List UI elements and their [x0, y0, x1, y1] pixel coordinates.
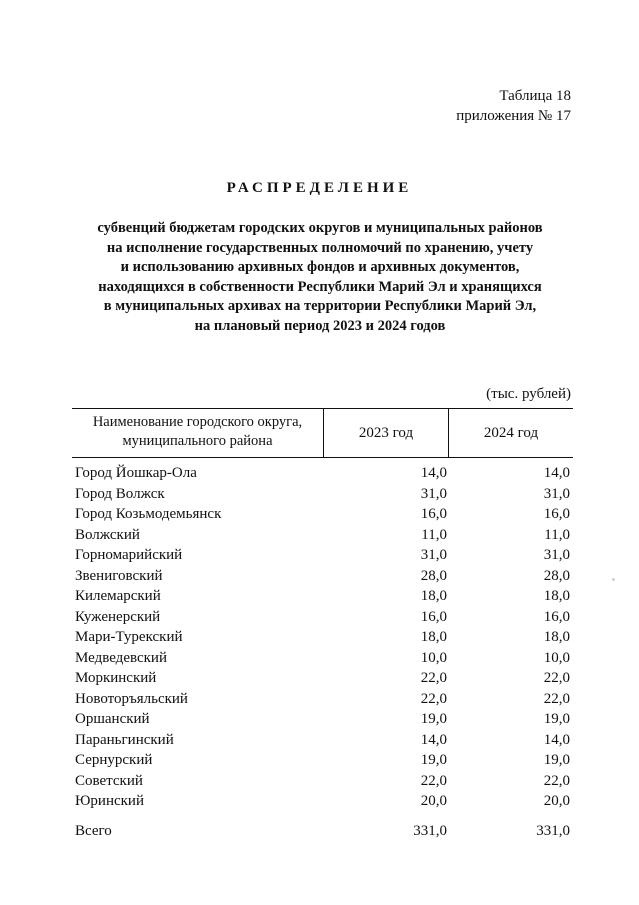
table-row — [72, 689, 573, 710]
table-number: Таблица 18 — [499, 88, 571, 104]
subtitle-line: на плановый период 2023 и 2024 годов — [194, 317, 446, 334]
row-name: Оршанский — [75, 711, 150, 727]
table-row — [72, 566, 573, 587]
header-name-line1: Наименование городского округа, — [92, 414, 303, 430]
row-value-2024: 16,0 — [543, 608, 570, 625]
header-name-column — [72, 409, 323, 457]
row-value-2024: 22,0 — [543, 690, 570, 707]
header-year-2023: 2023 год — [358, 425, 414, 441]
row-value-2024: 10,0 — [543, 649, 570, 666]
row-value-2023: 16,0 — [420, 608, 447, 625]
table-row — [72, 627, 573, 648]
row-value-2024: 20,0 — [543, 793, 570, 809]
subtitle-line: находящихся в собственности Республики Марий Эл и хранящихся — [98, 278, 542, 295]
row-value-2024: 28,0 — [543, 567, 570, 584]
appendix-number: приложения № 17 — [456, 108, 571, 124]
units-label: (тыс. рублей) — [486, 386, 571, 402]
row-value-2023: 10,0 — [420, 649, 447, 666]
row-value-2024: 14,0 — [543, 731, 570, 748]
table-row — [72, 607, 573, 628]
table-row — [72, 648, 573, 669]
row-name: Звениговский — [75, 567, 163, 584]
table-row — [72, 586, 573, 607]
row-name: Килемарский — [75, 588, 161, 604]
row-value-2024: 22,0 — [543, 772, 570, 789]
table-row — [72, 791, 573, 812]
row-name: Мари-Турекский — [75, 629, 183, 645]
row-value-2024: 16,0 — [543, 506, 570, 522]
row-name: Юринский — [75, 793, 144, 809]
row-value-2024: 31,0 — [543, 485, 570, 502]
document-heading: РАСПРЕДЕЛЕНИЕ — [226, 180, 413, 196]
row-value-2023: 22,0 — [420, 772, 447, 789]
row-name: Параньгинский — [75, 731, 174, 748]
row-value-2023: 16,0 — [420, 506, 447, 522]
row-value-2023: 20,0 — [420, 793, 447, 809]
row-value-2024: 19,0 — [543, 752, 570, 768]
row-value-2023: 19,0 — [420, 752, 447, 768]
row-value-2023: 28,0 — [420, 567, 447, 584]
row-value-2023: 22,0 — [420, 690, 447, 707]
header-year-2024: 2024 год — [483, 425, 539, 441]
row-value-2024: 18,0 — [543, 629, 570, 645]
table-row — [72, 709, 573, 730]
row-value-2023: 18,0 — [420, 588, 447, 604]
total-2023: 331,0 — [413, 823, 447, 839]
row-name: Город Волжск — [75, 485, 165, 502]
total-label: Всего — [75, 823, 112, 839]
row-name: Волжский — [75, 526, 140, 543]
row-name: Новоторъяльский — [75, 690, 188, 707]
table-row — [72, 484, 573, 505]
row-name: Куженерский — [75, 608, 161, 625]
table-row — [72, 545, 573, 566]
row-value-2023: 14,0 — [420, 465, 447, 481]
table-row — [72, 525, 573, 546]
scan-speck — [612, 578, 615, 581]
row-value-2024: 19,0 — [543, 711, 570, 727]
row-value-2024: 18,0 — [543, 588, 570, 604]
row-value-2023: 14,0 — [420, 731, 447, 748]
row-value-2023: 31,0 — [420, 485, 447, 502]
row-name: Горномарийский — [75, 547, 183, 563]
subtitle-line: и использованию архивных фондов и архивных документов, — [120, 259, 520, 276]
row-name: Медведевский — [75, 649, 167, 666]
row-value-2023: 31,0 — [420, 547, 447, 563]
row-value-2024: 31,0 — [543, 547, 570, 563]
table-body — [72, 463, 573, 812]
table-row — [72, 730, 573, 751]
row-value-2024: 14,0 — [543, 465, 570, 481]
table-row — [72, 750, 573, 771]
row-value-2023: 18,0 — [420, 629, 447, 645]
row-value-2023: 22,0 — [420, 670, 447, 686]
row-name: Моркинский — [75, 670, 157, 686]
total-2024: 331,0 — [536, 823, 570, 839]
row-name: Сернурский — [75, 752, 153, 768]
table-row — [72, 504, 573, 525]
subtitle-line: субвенций бюджетам городских округов и муниципальных районов — [97, 220, 543, 236]
row-value-2024: 11,0 — [544, 526, 570, 543]
table-row — [72, 463, 573, 484]
table-reference — [456, 86, 571, 126]
subtitle-line: на исполнение государственных полномочий по хранению, учету — [106, 239, 534, 256]
row-value-2023: 11,0 — [421, 526, 447, 543]
table-row — [72, 668, 573, 689]
table-header — [72, 408, 573, 458]
row-value-2024: 22,0 — [543, 670, 570, 686]
header-name-line2: муниципального района — [122, 433, 273, 449]
table-total-row — [72, 820, 573, 842]
subtitle-line: в муниципальных архивах на территории Республики Марий Эл, — [103, 298, 537, 315]
row-name: Город Козьмодемьянск — [75, 506, 222, 522]
document-subtitle — [60, 219, 580, 337]
row-name: Город Йошкар-Ола — [75, 465, 197, 481]
row-name: Советский — [75, 772, 143, 789]
table-row — [72, 771, 573, 792]
row-value-2023: 19,0 — [420, 711, 447, 727]
